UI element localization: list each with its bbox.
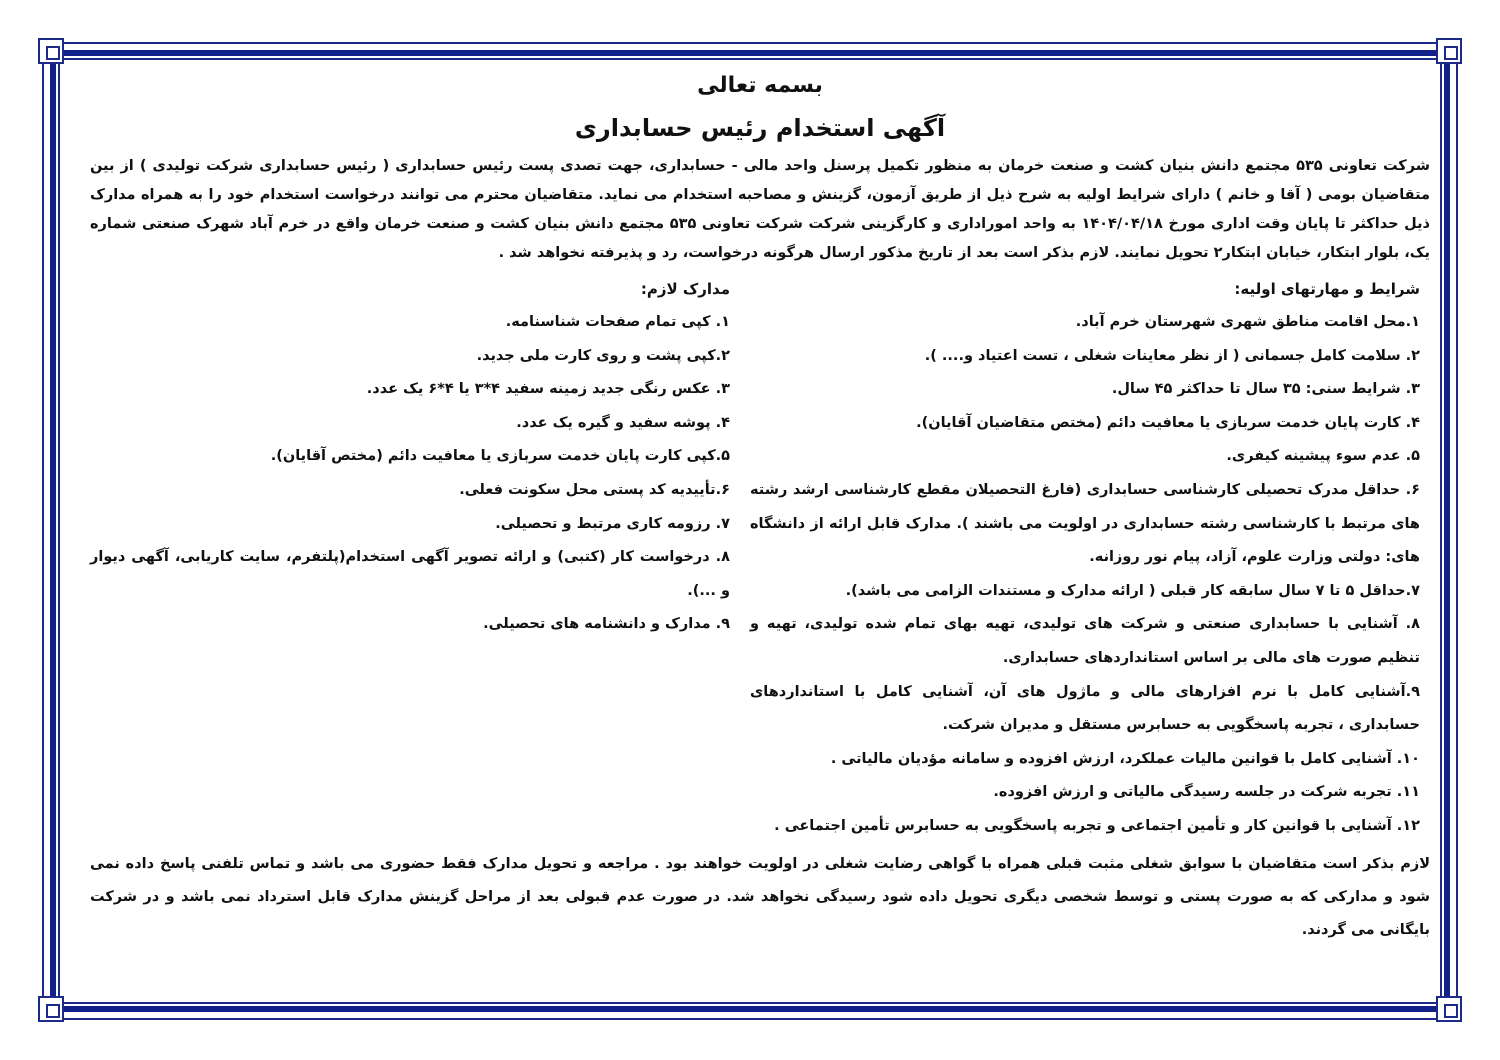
document-item: ۳. عکس رنگی جدید زمینه سفید ۴*۳ یا ۴*۶ یک عدد. <box>366 381 730 398</box>
intro-paragraph: شرکت تعاونی ۵۳۵ مجتمع دانش بنیان کشت و صنعت خرمان به منظور تکمیل پرسنل واحد مالی - حسابداری، جهت تصدی پست رئیس حسابداری ( رئیس حسابداری شرکت تولیدی ) از بین متقاضیان بومی ( آقا و خانم ) دارای شرایط اولیه به شرح ذیل از طریق آزمون، گزینش و مصاحبه استخدام می نماید. متقاضیان محترم می توانند درخواست استخدام خود را به همراه مدارک ذیل حداکثر تا پایان وقت اداری مورخ ۱۴۰۴/۰۴/۱۸ به واحد اموراداری و کارگزینی شرکت شرکت تعاونی ۵۳۵ مجتمع دانش بنیان کشت و صنعت خرمان واقع در خرم آباد شهرک صنعتی شماره یک، بلوار ابتکار، خیابان ابتکار۲ تحویل نمایند. لازم بذکر است بعد از تاریخ مذکور ارسال هرگونه درخواست، رد و پذیرفته نخواهد شد . <box>90 158 1431 261</box>
corner-ornament-icon <box>38 996 64 1022</box>
corner-ornament-icon <box>38 38 64 64</box>
document-item: ۶.تأییدیه کد پستی محل سکونت فعلی. <box>459 481 730 498</box>
condition-item: ۹.آشنایی کامل با نرم افزارهای مالی و ماژول های آن، آشنایی کامل با استانداردهای حسابداری ، تجربه پاسخگویی به حسابرس مستقل و مدیران شرکت. <box>750 683 1420 734</box>
condition-item: ۳. شرایط سنی: ۳۵ سال تا حداکثر ۴۵ سال. <box>1111 381 1420 398</box>
two-column-section <box>90 272 1430 844</box>
conditions-column <box>750 272 1430 844</box>
document-item: ۸. درخواست کار (کتبی) و ارائه تصویر آگهی استخدام(پلتفرم، سایت کاریابی، آگهی دیوار و ...). <box>90 549 730 599</box>
condition-item: ۵. عدم سوء پیشینه کیفری. <box>1226 448 1420 465</box>
document-item: ۴. پوشه سفید و گیره یک عدد. <box>516 414 730 431</box>
notice-content <box>90 66 1430 961</box>
condition-item: ۴. کارت پایان خدمت سربازی یا معافیت دائم (مختص متقاضیان آقایان). <box>916 414 1420 431</box>
condition-item: ۶. حداقل مدرک تحصیلی کارشناسی حسابداری (فارغ التحصیلان مقطع کارشناسی ارشد رشته های مرتبط با کارشناسی رشته حسابداری در اولویت می باشند ). مدارک قابل ارائه از دانشگاه های: دولتی وزارت علوم، آزاد، پیام نور روزانه. <box>750 481 1420 566</box>
condition-item: ۱۱. تجربه شرکت در جلسه رسیدگی مالیاتی و ارزش افزوده. <box>993 784 1420 801</box>
heading: بسمه تعالی <box>697 73 823 98</box>
condition-item: ۲. سلامت کامل جسمانی ( از نظر معاینات شغلی ، تست اعتیاد و.... ). <box>924 347 1420 364</box>
condition-item: ۷.حداقل ۵ تا ۷ سال سابقه کار قبلی ( ارائه مدارک و مستندات الزامی می باشد). <box>845 582 1420 599</box>
corner-ornament-icon <box>1436 996 1462 1022</box>
footer-note: لازم بذکر است متقاضیان با سوابق شغلی مثبت قبلی همراه با گواهی رضایت شغلی در اولویت خواهند بود . مراجعه و تحویل مدارک فقط حضوری می باشد و تماس تلفنی پاسخ داده نمی شود و مدارکی که به صورت پستی و توسط شخصی دیگری تحویل داده شود رسیدگی نخواهد شد. در صورت عدم قبولی بعد از مراحل گزینش مدارک قابل استرداد نمی باشد و در شرکت بایگانی می گردند. <box>90 855 1430 938</box>
document-item: ۱. کپی تمام صفحات شناسنامه. <box>505 314 730 330</box>
condition-item: ۱۰. آشنایی کامل با قوانین مالیات عملکرد، ارزش افزوده و سامانه مؤدیان مالیاتی . <box>830 750 1420 767</box>
condition-item: ۱۲. آشنایی با قوانین کار و تأمین اجتماعی و تجربه پاسخگویی به حسابرس تأمین اجتماعی . <box>774 817 1420 834</box>
document-item: ۹. مدارک و دانشنامه های تحصیلی. <box>483 616 730 633</box>
corner-ornament-icon <box>1436 38 1462 64</box>
document-item: ۲.کپی پشت و روی کارت ملی جدید. <box>476 347 730 364</box>
document-item: ۷. رزومه کاری مرتبط و تحصیلی. <box>495 515 730 532</box>
condition-item: ۸. آشنایی با حسابداری صنعتی و شرکت های تولیدی، تهیه بهای تمام شده تولیدی، تهیه و تنظیم صورت های مالی بر اساس استانداردهای حسابداری. <box>750 616 1420 666</box>
conditions-heading: شرایط و مهارتهای اولیه: <box>1234 280 1420 298</box>
documents-column <box>90 272 750 844</box>
document-item: ۵.کپی کارت پایان خدمت سربازی یا معافیت دائم (مختص آقایان). <box>270 448 730 465</box>
page-title: آگهی استخدام رئیس حسابداری <box>574 114 946 142</box>
documents-heading: مدارک لازم: <box>640 280 730 298</box>
condition-item: ۱.محل اقامت مناطق شهری شهرستان خرم آباد. <box>1075 314 1420 330</box>
